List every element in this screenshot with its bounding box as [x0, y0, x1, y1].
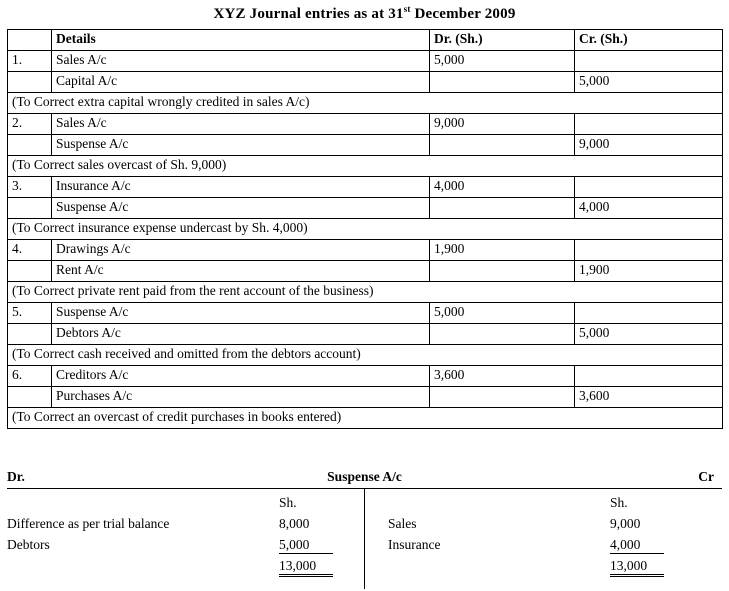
entry-number: 4.	[8, 240, 52, 261]
empty-label	[388, 555, 610, 577]
entry-6-narration-row	[8, 408, 723, 429]
header-num	[8, 30, 52, 51]
narration: (To Correct insurance expense undercast by Sh. 4,000)	[8, 219, 723, 240]
t-account-title: Suspense A/c	[327, 469, 402, 484]
entry-4-credit-row	[8, 261, 723, 282]
entry-number: 1.	[8, 51, 52, 72]
entry-4-narration-row	[8, 282, 723, 303]
empty-label	[7, 555, 279, 577]
narration: (To Correct private rent paid from the rent account of the business)	[8, 282, 723, 303]
credit-account: Suspense A/c	[52, 198, 430, 219]
header-dr: Dr. (Sh.)	[430, 30, 575, 51]
debit-amount: 5,000	[430, 51, 575, 72]
empty-cell	[430, 72, 575, 93]
empty-label	[7, 492, 279, 513]
debit-amount: 1,900	[430, 240, 575, 261]
empty-cell	[8, 198, 52, 219]
narration: (To Correct cash received and omitted from the debtors account)	[8, 345, 723, 366]
ledger-item-amount: 5,000	[279, 536, 333, 554]
empty-cell	[575, 366, 723, 387]
credit-amount: 9,000	[575, 135, 723, 156]
entry-3-debit-row	[8, 177, 723, 198]
ledger-item-label: Difference as per trial balance	[7, 516, 170, 531]
credit-amount: 4,000	[575, 198, 723, 219]
empty-label	[388, 492, 610, 513]
total-row	[388, 555, 722, 577]
entry-3-credit-row	[8, 198, 723, 219]
empty-cell	[575, 177, 723, 198]
empty-cell	[430, 387, 575, 408]
debit-account: Sales A/c	[52, 114, 430, 135]
ledger-row	[388, 513, 722, 534]
ledger-item-amount: 8,000	[279, 516, 310, 531]
entry-2-credit-row	[8, 135, 723, 156]
entry-number: 6.	[8, 366, 52, 387]
cr-side-label: Cr	[698, 469, 714, 484]
credit-amount: 5,000	[575, 324, 723, 345]
entry-6-debit-row	[8, 366, 723, 387]
debit-total: 13,000	[279, 557, 333, 577]
t-account-header	[7, 469, 722, 489]
ledger-row	[7, 534, 364, 555]
header-cr: Cr. (Sh.)	[575, 30, 723, 51]
empty-cell	[8, 72, 52, 93]
debit-amount: 9,000	[430, 114, 575, 135]
debit-account: Drawings A/c	[52, 240, 430, 261]
debit-account: Suspense A/c	[52, 303, 430, 324]
ledger-row	[388, 534, 722, 555]
entry-4-debit-row	[8, 240, 723, 261]
entry-number: 5.	[8, 303, 52, 324]
currency-row	[388, 492, 722, 513]
ledger-item-amount: 4,000	[610, 536, 664, 554]
empty-cell	[8, 135, 52, 156]
credit-amount: 3,600	[575, 387, 723, 408]
title-pre: XYZ Journal entries as at 31	[213, 6, 404, 22]
empty-cell	[8, 261, 52, 282]
ledger-row	[7, 513, 364, 534]
credit-account: Rent A/c	[52, 261, 430, 282]
entry-number: 2.	[8, 114, 52, 135]
entry-5-credit-row	[8, 324, 723, 345]
credit-account: Purchases A/c	[52, 387, 430, 408]
empty-cell	[575, 303, 723, 324]
entry-5-narration-row	[8, 345, 723, 366]
empty-cell	[575, 114, 723, 135]
entry-number: 3.	[8, 177, 52, 198]
empty-cell	[430, 261, 575, 282]
credit-amount: 1,900	[575, 261, 723, 282]
ledger-item-label: Sales	[388, 516, 417, 531]
empty-cell	[575, 240, 723, 261]
entry-2-narration-row	[8, 156, 723, 177]
ledger-item-amount: 9,000	[610, 516, 641, 531]
page-title	[7, 4, 722, 23]
header-details: Details	[52, 30, 430, 51]
entry-2-debit-row	[8, 114, 723, 135]
debit-amount: 3,600	[430, 366, 575, 387]
t-account-body	[7, 489, 722, 589]
header-row	[8, 30, 723, 51]
currency-header: Sh.	[279, 495, 297, 510]
empty-cell	[575, 51, 723, 72]
debit-amount: 5,000	[430, 303, 575, 324]
empty-cell	[8, 324, 52, 345]
debit-side	[7, 489, 365, 589]
currency-header: Sh.	[610, 495, 628, 510]
suspense-t-account	[7, 469, 722, 589]
credit-account: Capital A/c	[52, 72, 430, 93]
dr-side-label: Dr.	[7, 469, 25, 484]
entry-1-credit-row	[8, 72, 723, 93]
credit-account: Suspense A/c	[52, 135, 430, 156]
entry-5-debit-row	[8, 303, 723, 324]
credit-account: Debtors A/c	[52, 324, 430, 345]
empty-cell	[430, 198, 575, 219]
currency-row	[7, 492, 364, 513]
credit-total: 13,000	[610, 557, 664, 577]
ledger-item-label: Debtors	[7, 537, 50, 552]
empty-cell	[8, 387, 52, 408]
narration: (To Correct extra capital wrongly credited in sales A/c)	[8, 93, 723, 114]
empty-cell	[430, 135, 575, 156]
entry-3-narration-row	[8, 219, 723, 240]
debit-account: Insurance A/c	[52, 177, 430, 198]
entry-1-debit-row	[8, 51, 723, 72]
title-post: December 2009	[410, 6, 516, 22]
entry-1-narration-row	[8, 93, 723, 114]
credit-amount: 5,000	[575, 72, 723, 93]
ledger-item-label: Insurance	[388, 537, 441, 552]
total-row	[7, 555, 364, 577]
debit-account: Sales A/c	[52, 51, 430, 72]
credit-side	[365, 489, 722, 589]
narration: (To Correct an overcast of credit purchases in books entered)	[8, 408, 723, 429]
journal-entries-table	[7, 29, 723, 429]
narration: (To Correct sales overcast of Sh. 9,000)	[8, 156, 723, 177]
debit-amount: 4,000	[430, 177, 575, 198]
empty-cell	[430, 324, 575, 345]
entry-6-credit-row	[8, 387, 723, 408]
title-superscript: st	[403, 4, 411, 14]
debit-account: Creditors A/c	[52, 366, 430, 387]
